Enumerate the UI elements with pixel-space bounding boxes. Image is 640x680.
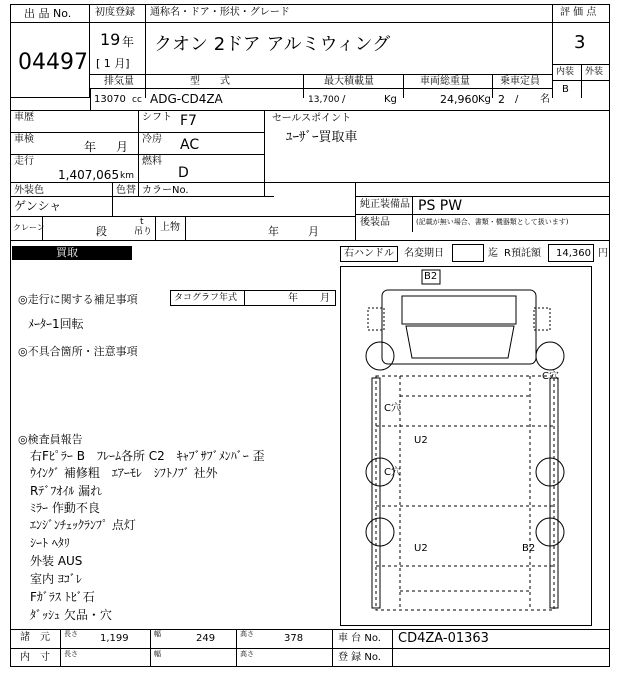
max-load-value: 13,700 [308,95,340,105]
exterior-color-value: ゲンシャ [14,199,62,213]
fuel-value: D [178,165,189,181]
cargo-body [376,376,554,610]
inspector-line: 外装 AUS [30,554,83,568]
upper-month-unit: 月 [308,225,319,238]
inspector-line: ﾐﾗｰ 作動不良 [30,501,100,515]
exterior-grade-label: 外装 [585,67,604,77]
gross-weight-unit: Kg [478,94,491,105]
width-value: 249 [196,633,216,644]
shift-label: シフト [142,112,172,123]
displacement-value: 13070 [94,94,126,105]
displacement-label: 排気量 [104,76,134,87]
inner-width-label: 幅 [154,650,161,658]
model-label: 型 式 [190,76,230,87]
damage-mark-center-rear: U2 [414,543,428,554]
car-name: クオン 2ドア アルミウィング [154,34,391,55]
damage-mark-right-front: C穴 [542,371,559,382]
sales-point-text: ﾕｰｻﾞｰ買取車 [286,130,358,145]
purchase-label: 買取 [56,246,78,259]
color-code-label: カラーNo. [142,185,189,196]
inspector-line: ｴﾝｼﾞﾝﾁｪｯｸﾗﾝﾌﾟ 点灯 [30,518,136,532]
crane-label: クレーン [13,223,45,232]
upper-year-unit: 年 [268,225,279,238]
registration-year-unit: 年 [122,35,135,49]
shift-value: F7 [180,113,197,129]
inspector-line: 室内 ﾖｺﾞﾚ [30,572,82,586]
damage-mark-left-rear: C穴 [384,467,401,478]
inspection-month-unit: 月 [116,140,129,154]
damage-mark-right-rear: B2 [522,543,536,554]
interior-grade: B [562,84,569,95]
chassis-number-label: 車 台 No. [338,633,381,644]
fuel-label: 燃料 [142,156,162,167]
registration-month: [ 1 月] [96,57,130,70]
accessories-label: 後装品 [360,217,390,228]
inner-dimensions-label: 内 寸 [20,652,50,663]
cab-roof [406,326,514,358]
model-value: ADG-CD4ZA [150,92,223,106]
options-label: 純正装備品 [360,199,410,210]
damage-mark-center: U2 [414,435,428,446]
capacity-label: 乗車定員 [500,76,540,87]
deadline-label: 迄 [488,248,498,259]
max-load-separator: / [342,94,346,105]
registration-number-label: 登 録 No. [338,652,381,663]
ac-label: 冷房 [142,134,162,145]
car-name-label: 通称名・ドア・形状・グレード [150,7,290,18]
mileage-unit: km [120,171,134,181]
cab-outline [382,290,536,364]
max-load-label: 最大積載量 [324,76,374,87]
registration-year: 19 [100,30,121,49]
running-note-text: ﾒｰﾀｰ1回転 [28,317,84,331]
first-registration-label: 初度登録 [95,7,135,18]
width-label: 幅 [154,630,161,638]
options-value: PS PW [418,198,463,214]
upper-body-label: 上物 [160,222,180,233]
defects-title: ◎不具合箇所・注意事項 [18,345,138,358]
tachograph-month-unit: 月 [320,293,330,304]
inner-length-label: 長さ [64,650,78,658]
grade-score: 3 [574,32,586,53]
rhd-label: 右ハンドル [344,248,394,259]
color-change-label: 色替 [116,185,136,196]
recycle-fee-label: R預託額 [504,248,541,259]
recycle-fee-unit: 円 [598,248,608,259]
purchase-bar [12,246,132,260]
front-left-wheel [366,342,394,370]
grade-label: 評 価 点 [560,7,597,18]
inner-height-label: 高さ [240,650,254,658]
lot-number-label: 出 品 No. [24,7,72,20]
inspector-line: 右Fﾋﾟﾗｰ B ﾌﾚｰﾑ各所 C2 ｷｬﾌﾞｻﾌﾞﾒﾝﾊﾞｰ 歪 [30,449,265,463]
crane-stage-unit: 段 [96,225,107,238]
mileage-value: 1,407,065 [58,168,120,182]
inspection-year-unit: 年 [84,140,97,154]
gross-weight-label: 車両総重量 [420,76,470,87]
name-change-label: 名変期日 [404,248,444,259]
inspector-line: ｳｲﾝｸﾞ 補修粗 ｴｱｰﾓﾚ ｼﾌﾄﾉﾌﾞ 社外 [30,466,218,480]
tachograph-year-unit: 年 [288,293,298,304]
length-label: 長さ [64,630,78,638]
length-value: 1,199 [100,633,129,644]
front-right-wheel [536,342,564,370]
mileage-label: 走行 [14,156,34,167]
chassis-number: CD4ZA-01363 [398,631,489,646]
history-label: 車歴 [14,112,34,123]
height-label: 高さ [240,630,254,638]
capacity-value: 2 [498,93,505,106]
inspector-line: Rﾃﾞﾌｵｲﾙ 漏れ [30,484,103,498]
crane-hang-unit: 吊り [134,227,153,237]
inspection-label: 車検 [14,134,34,145]
inspector-line: Fｶﾞﾗｽ ﾄﾋﾞ石 [30,590,95,604]
capacity-unit: 名 [540,94,550,105]
inspector-report-title: ◎検査員報告 [18,433,83,446]
name-change-date-box [452,244,484,262]
tachograph-label: タコグラフ年式 [174,293,238,303]
truck-diagram [340,266,592,626]
recycle-fee-value: 14,360 [556,248,591,259]
running-notes-title: ◎走行に関する補足事項 [18,293,138,306]
exterior-color-label: 外装色 [14,185,44,196]
accessories-note: (記載が無い場合、書類・機器類として扱います) [416,218,569,226]
capacity-separator: / [515,94,519,105]
max-load-unit: Kg [384,94,397,105]
inspector-line: ｼｰﾄ ﾍﾀﾘ [30,536,70,550]
dimensions-label: 諸 元 [20,632,50,643]
damage-mark-left-front: C穴 [384,403,401,414]
interior-grade-label: 内装 [556,67,575,77]
height-value: 378 [284,633,304,644]
sales-point-label: セールスポイント [272,113,352,124]
windshield [402,296,516,324]
displacement-unit: cc [132,95,142,105]
lot-number: 04497 [18,50,88,75]
gross-weight-value: 24,960 [440,93,479,106]
inspector-line: ﾀﾞｯｼｭ 欠品・穴 [30,608,112,622]
ac-value: AC [180,137,200,153]
crane-ton-unit: t [140,217,144,227]
damage-mark-top: B2 [424,271,438,282]
